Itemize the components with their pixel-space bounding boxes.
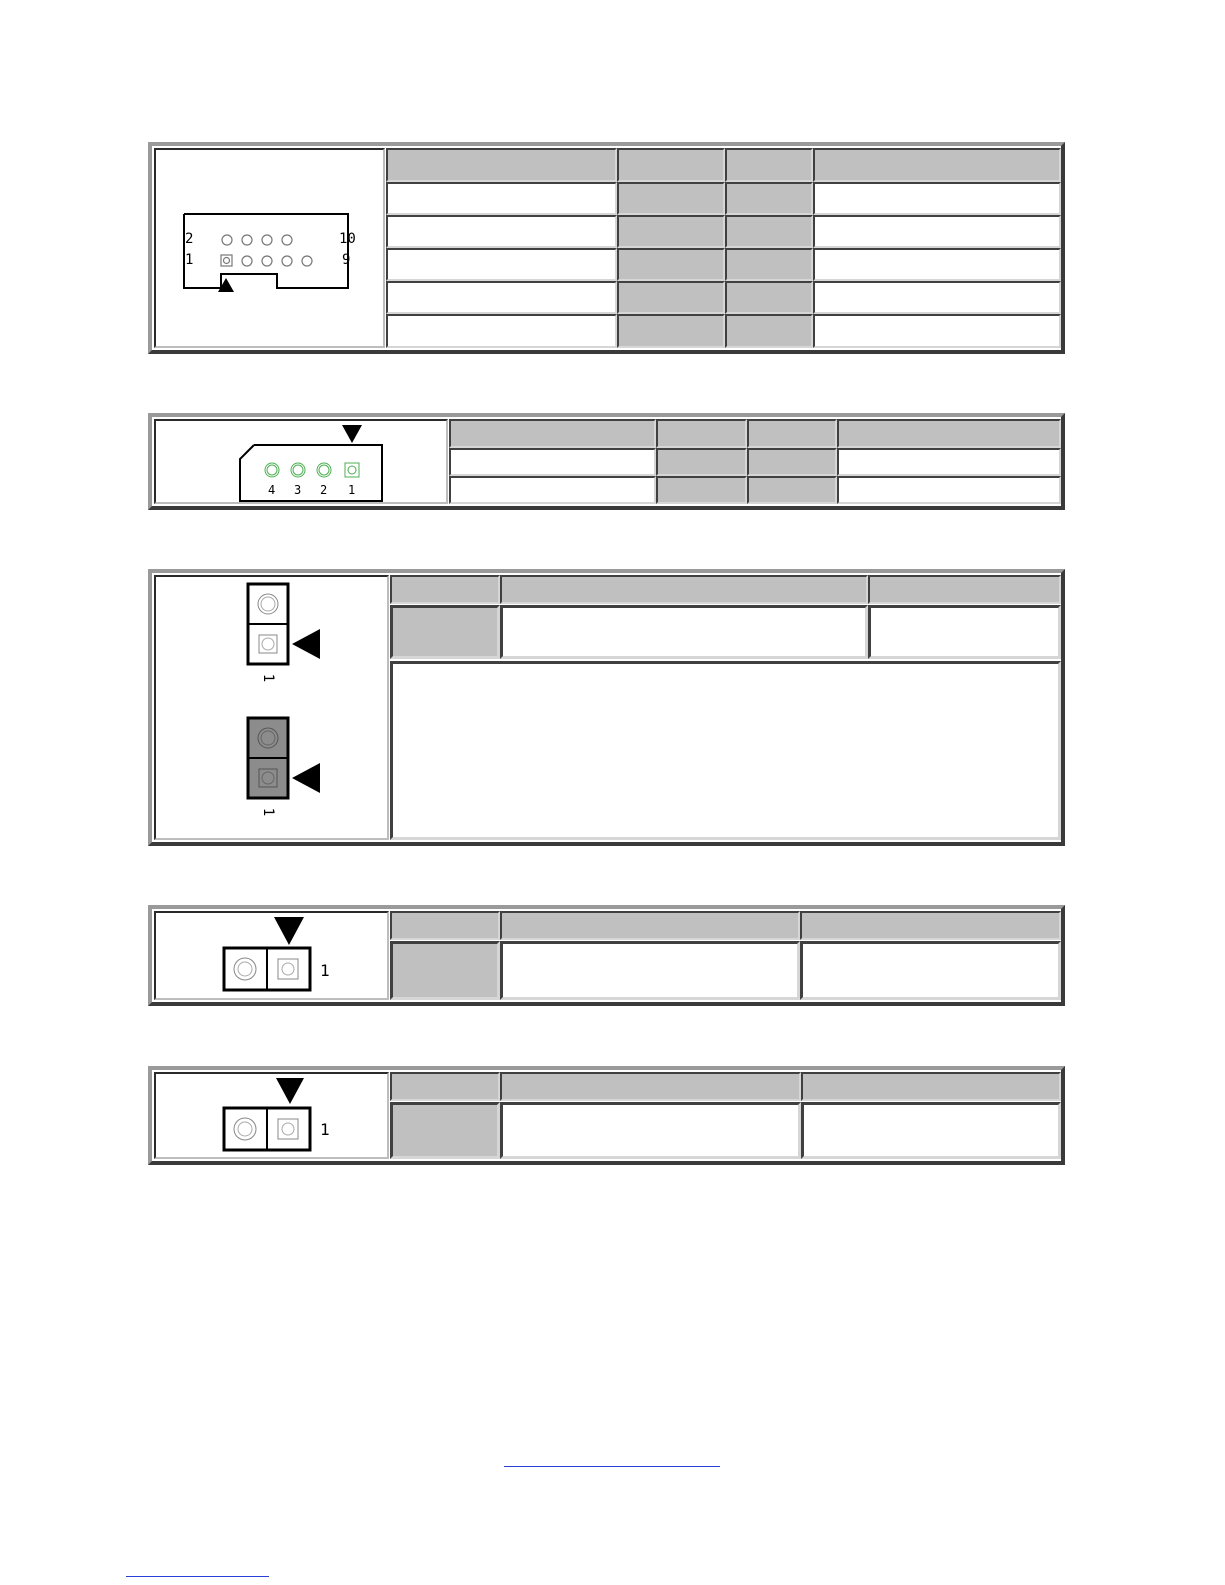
pin-label-2: 2 [185, 231, 194, 247]
table-cell [386, 248, 617, 281]
table-cell [617, 281, 725, 314]
jumper-vertical-diagram-frame [154, 575, 389, 840]
pin-label-9: 9 [342, 252, 351, 268]
table-cell [725, 281, 813, 314]
table-header-cell [390, 911, 500, 940]
table-cell [813, 314, 1061, 348]
table-cell [725, 215, 813, 248]
table-cell [837, 448, 1061, 476]
table-header-cell [837, 419, 1061, 448]
pin-label-3: 3 [294, 483, 302, 497]
jumper-vertical-panel [148, 569, 1065, 846]
table-cell [747, 448, 837, 476]
table-cell [449, 448, 656, 476]
jumper-horizontal-b-diagram [220, 1074, 380, 1161]
footer-link-underline [504, 1466, 720, 1467]
jumper-horizontal-a-table [390, 911, 1061, 1000]
table-cell [747, 476, 837, 504]
footnote-link[interactable] [126, 1556, 269, 1576]
pin-label-1-closed: 1 [260, 807, 277, 817]
table-cell [800, 941, 1061, 1000]
table-cell [617, 215, 725, 248]
connector-10pin-diagram [156, 150, 387, 350]
table-header-cell [801, 1072, 1061, 1101]
table-header-cell [656, 419, 747, 448]
pin-label-1: 1 [185, 252, 194, 268]
footer-link[interactable] [504, 1447, 720, 1467]
table-header-cell [390, 1072, 500, 1101]
table-cell [386, 215, 617, 248]
footnote-separator [126, 1576, 269, 1577]
table-cell [725, 248, 813, 281]
jumper-horizontal-a-diagram [220, 913, 380, 1002]
table-header-cell [500, 575, 868, 604]
table-cell [500, 941, 800, 1000]
table-cell [801, 1102, 1061, 1159]
table-cell [725, 182, 813, 215]
connector-4pin-panel [148, 413, 1065, 510]
table-cell [390, 1102, 500, 1159]
table-cell [725, 314, 813, 348]
pin-label-4: 4 [268, 483, 276, 497]
table-cell [656, 476, 747, 504]
table-cell [617, 248, 725, 281]
jumper-note-cell [390, 661, 1061, 840]
table-cell [813, 182, 1061, 215]
jumper-horizontal-a-panel [148, 905, 1065, 1006]
table-cell [390, 605, 500, 659]
jumper-vertical-table [390, 575, 1061, 840]
table-cell [500, 1102, 801, 1159]
table-cell [813, 248, 1061, 281]
connector-10pin-panel [148, 142, 1065, 354]
pin-label-10: 10 [339, 231, 356, 247]
connector-10pin-table [386, 148, 1061, 348]
table-header-cell [500, 911, 800, 940]
connector-4pin-diagram-frame [154, 419, 448, 504]
pin-label-1-open: 1 [260, 673, 277, 683]
table-cell [617, 182, 725, 215]
table-cell [813, 281, 1061, 314]
connector-4pin-diagram [156, 421, 450, 506]
table-cell [449, 476, 656, 504]
jumper-horizontal-b-table [390, 1072, 1061, 1159]
pin-label-1: 1 [320, 961, 330, 980]
pin-label-2: 2 [320, 483, 328, 497]
table-cell [386, 182, 617, 215]
jumper-horizontal-a-diagram-frame [154, 911, 389, 1000]
table-header-cell [500, 1072, 801, 1101]
jumper-open-diagram [246, 582, 346, 682]
jumper-closed-diagram [246, 716, 346, 816]
table-cell [386, 281, 617, 314]
connector-4pin-table [449, 419, 1061, 504]
table-header-cell [449, 419, 656, 448]
table-header-cell [747, 419, 837, 448]
table-header-cell [800, 911, 1061, 940]
jumper-horizontal-b-diagram-frame [154, 1072, 389, 1159]
table-cell [386, 314, 617, 348]
table-header-cell [725, 148, 813, 182]
table-cell [500, 605, 868, 659]
pin-label-1: 1 [348, 483, 356, 497]
table-cell [868, 605, 1061, 659]
table-header-cell [390, 575, 500, 604]
table-cell [656, 448, 747, 476]
table-header-cell [617, 148, 725, 182]
table-header-cell [868, 575, 1061, 604]
table-cell [617, 314, 725, 348]
table-header-cell [386, 148, 617, 182]
table-cell [390, 941, 500, 1000]
table-cell [837, 476, 1061, 504]
jumper-horizontal-b-panel [148, 1066, 1065, 1165]
pin-label-1: 1 [320, 1120, 330, 1139]
table-header-cell [813, 148, 1061, 182]
connector-10pin-diagram-frame [154, 148, 385, 348]
table-cell [813, 215, 1061, 248]
